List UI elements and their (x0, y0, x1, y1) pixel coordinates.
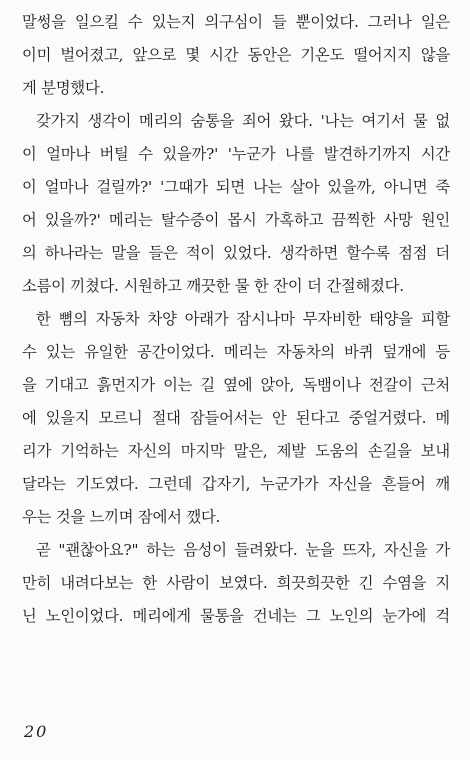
text-line: 소름이 끼쳤다. 시원하고 깨끗한 물 한 잔이 더 간절해졌다. (22, 277, 404, 295)
text-line: 이 얼마나 버틸 수 있을까?' '누군가 나를 발견하기까지 시간 (22, 145, 450, 163)
text-line: 말썽을 일으킬 수 있는지 의구심이 들 뿐이었다. 그러나 일은 (22, 13, 450, 31)
text-line: 을 기대고 흙먼지가 이는 길 옆에 앉아, 독뱀이나 전갈이 근처 (22, 376, 450, 394)
text-line: 닌 노인이었다. 메리에게 물통을 건네는 그 노인의 눈가에 걱 (22, 607, 450, 625)
page-number: 20 (24, 722, 49, 741)
paragraph-start-line: 갖가지 생각이 메리의 숨통을 죄어 왔다. '나는 여기서 물 없 (36, 112, 450, 130)
paragraph-start-line: 한 뼘의 자동차 차양 아래가 잠시나마 무자비한 태양을 피할 (36, 310, 450, 328)
text-line: 만히 내려다보는 한 사람이 보였다. 희끗희끗한 긴 수염을 지 (22, 574, 450, 592)
text-line: 달라는 기도였다. 그런데 갑자기, 누군가가 자신을 흔들어 깨 (22, 475, 450, 493)
text-line: 에 있을지 모르니 절대 잠들어서는 안 된다고 중얼거렸다. 메 (22, 409, 450, 427)
text-line: 리가 기억하는 자신의 마지막 말은, 제발 도움의 손길을 보내 (22, 442, 450, 460)
body-text (22, 6, 450, 633)
paragraph-start-line: 곧 "괜찮아요?" 하는 음성이 들려왔다. 눈을 뜨자, 자신을 가 (36, 541, 450, 559)
text-line: 의 하나라는 말을 들은 적이 있었다. 생각하면 할수록 점점 더 (22, 244, 450, 262)
text-line: 수 있는 유일한 공간이었다. 메리는 자동차의 바퀴 덮개에 등 (22, 343, 450, 361)
text-line: 우는 것을 느끼며 잠에서 깼다. (22, 508, 221, 526)
text-line: 어 있을까?' 메리는 탈수증이 몹시 가혹하고 끔찍한 사망 원인 (22, 211, 450, 229)
text-line: 이 얼마나 걸릴까?' '그때가 되면 나는 살아 있을까, 아니면 죽 (22, 178, 450, 196)
text-line: 이미 벌어졌고, 앞으로 몇 시간 동안은 기온도 떨어지지 않을 (22, 46, 450, 64)
text-line: 게 분명했다. (22, 79, 105, 97)
